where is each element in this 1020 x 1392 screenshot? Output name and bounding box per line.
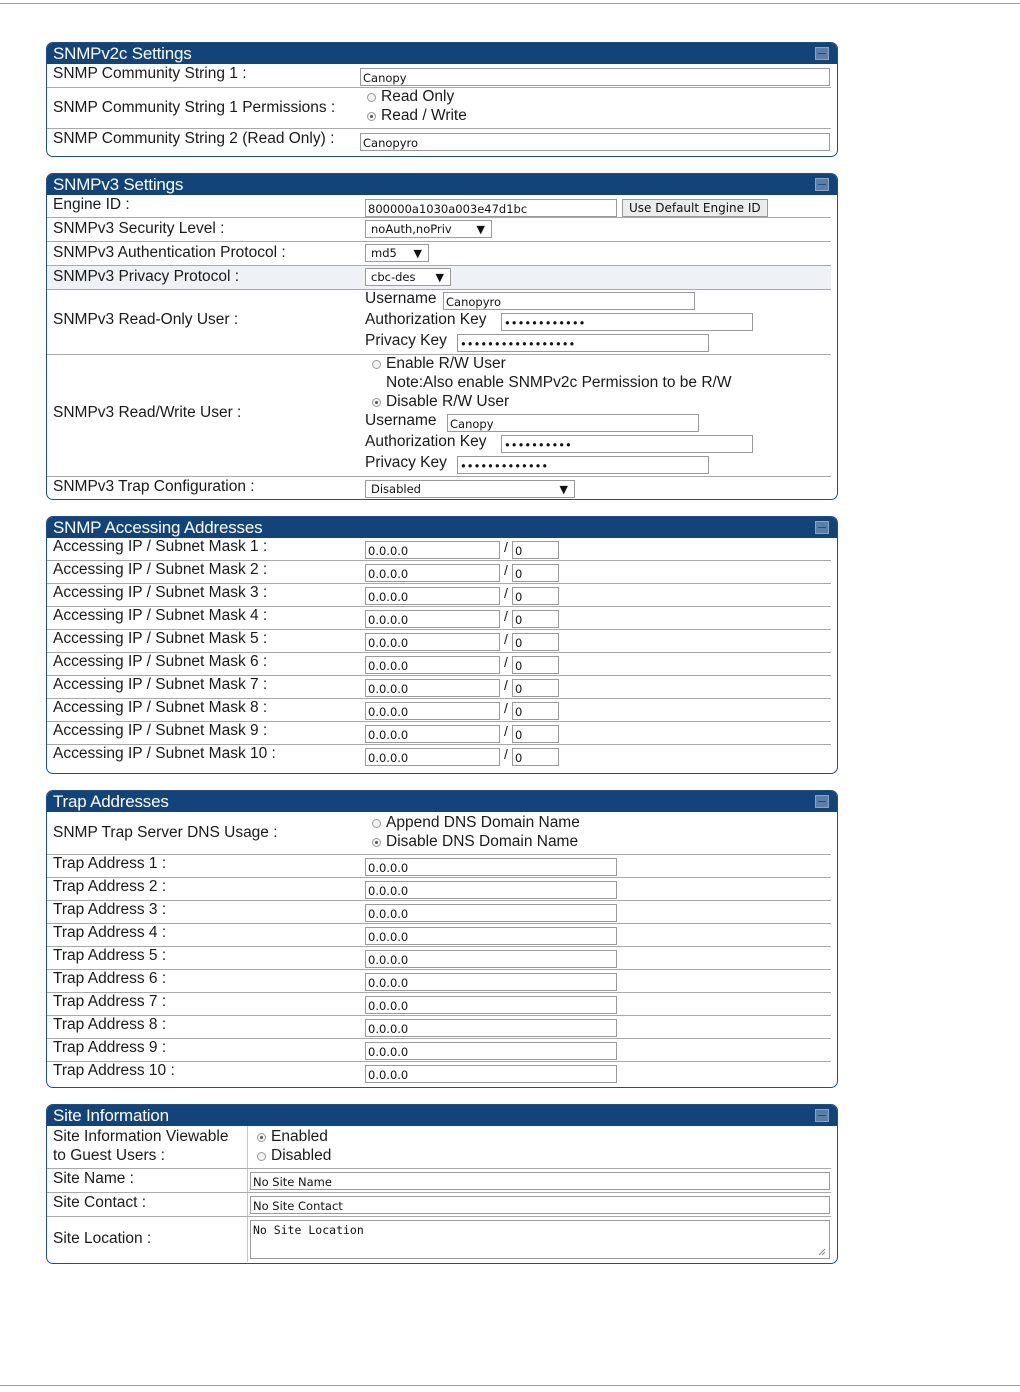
viewable-enabled-label: Enabled <box>271 1128 328 1145</box>
trap-address-label: Trap Address 8 : <box>53 1016 167 1033</box>
engine-id-input[interactable]: 800000a1030a003e47d1bc <box>365 199 617 217</box>
panel-title: Trap Addresses <box>53 792 169 811</box>
trap-address-input[interactable]: 0.0.0.0 <box>365 881 617 899</box>
accessing-row <box>47 676 831 699</box>
accessing-label: Accessing IP / Subnet Mask 9 : <box>53 722 268 739</box>
trap-config-select[interactable] <box>365 480 575 498</box>
dropdown-arrow-icon: ▼ <box>476 223 485 236</box>
disable-dns-label: Disable DNS Domain Name <box>386 833 579 850</box>
rw-auth-key-input[interactable]: •••••••••• <box>501 435 753 453</box>
trap-panel-header <box>47 791 837 812</box>
community2-label: SNMP Community String 2 (Read Only) : <box>53 130 335 147</box>
viewable-enabled-radio[interactable] <box>257 1133 266 1142</box>
privacy-protocol-select[interactable] <box>365 268 451 286</box>
site-location-textarea[interactable] <box>250 1220 830 1259</box>
panel-title: SNMPv2c Settings <box>53 44 192 63</box>
slash-separator: / <box>504 585 508 601</box>
accessing-label: Accessing IP / Subnet Mask 6 : <box>53 653 268 670</box>
accessing-row <box>47 699 831 722</box>
trap-address-input[interactable]: 0.0.0.0 <box>365 927 617 945</box>
auth-protocol-row <box>47 242 831 266</box>
trap-address-input[interactable]: 0.0.0.0 <box>365 858 617 876</box>
enable-rw-label: Enable R/W User <box>386 355 506 372</box>
rw-user-label: SNMPv3 Read/Write User : <box>53 404 242 421</box>
privacy-protocol-row <box>47 266 831 290</box>
viewable-label-line2: to Guest Users : <box>53 1147 165 1164</box>
community1-input[interactable]: Canopy <box>360 68 830 86</box>
dns-usage-label: SNMP Trap Server DNS Usage : <box>53 824 278 841</box>
trap-address-label: Trap Address 1 : <box>53 855 167 872</box>
collapse-icon[interactable] <box>815 1109 829 1122</box>
viewable-row <box>47 1126 831 1169</box>
ro-username-input[interactable]: Canopyro <box>443 292 695 310</box>
trap-address-input[interactable]: 0.0.0.0 <box>365 950 617 968</box>
accessing-label: Accessing IP / Subnet Mask 1 : <box>53 538 268 555</box>
ro-user-label: SNMPv3 Read-Only User : <box>53 311 239 328</box>
trap-address-row <box>47 1016 831 1039</box>
accessing-label: Accessing IP / Subnet Mask 3 : <box>53 584 268 601</box>
site-name-row <box>47 1169 831 1193</box>
security-level-label: SNMPv3 Security Level : <box>53 220 225 237</box>
ro-privacy-key-label: Privacy Key <box>365 332 447 349</box>
accessing-ip-input[interactable]: 0.0.0.0 <box>365 587 500 605</box>
trap-address-label: Trap Address 7 : <box>53 993 167 1010</box>
disable-rw-label: Disable R/W User <box>386 393 510 410</box>
security-level-row <box>47 218 831 242</box>
accessing-ip-input[interactable]: 0.0.0.0 <box>365 564 500 582</box>
accessing-mask-input[interactable]: 0 <box>512 725 559 743</box>
ro-username-label: Username <box>365 290 437 307</box>
accessing-label: Accessing IP / Subnet Mask 8 : <box>53 699 268 716</box>
trap-address-label: Trap Address 3 : <box>53 901 167 918</box>
append-dns-label: Append DNS Domain Name <box>386 814 580 831</box>
security-level-value: noAuth,noPriv <box>371 222 452 236</box>
trap-address-row <box>47 1062 831 1084</box>
accessing-ip-input[interactable]: 0.0.0.0 <box>365 702 500 720</box>
accessing-panel-header <box>47 517 837 538</box>
site-panel <box>46 1104 838 1264</box>
trap-address-input[interactable]: 0.0.0.0 <box>365 1065 617 1083</box>
column-divider <box>247 1193 248 1216</box>
trap-address-row <box>47 947 831 970</box>
accessing-mask-input[interactable]: 0 <box>512 564 559 582</box>
engine-id-row <box>47 195 831 218</box>
trap-address-label: Trap Address 10 : <box>53 1062 175 1079</box>
site-name-input[interactable]: No Site Name <box>250 1172 830 1190</box>
auth-protocol-select[interactable] <box>365 244 429 262</box>
accessing-ip-input[interactable]: 0.0.0.0 <box>365 725 500 743</box>
slash-separator: / <box>504 723 508 739</box>
auth-protocol-label: SNMPv3 Authentication Protocol : <box>53 244 286 261</box>
accessing-row <box>47 722 831 745</box>
rw-user-row <box>47 355 831 477</box>
accessing-mask-input[interactable]: 0 <box>512 702 559 720</box>
community1-label: SNMP Community String 1 : <box>53 65 247 82</box>
rw-username-input[interactable]: Canopy <box>447 414 699 432</box>
use-default-engine-id-button[interactable]: Use Default Engine ID <box>622 199 768 217</box>
snmpv2c-panel-header <box>47 43 837 64</box>
accessing-label: Accessing IP / Subnet Mask 2 : <box>53 561 268 578</box>
top-divider <box>0 3 1020 4</box>
site-name-label: Site Name : <box>53 1170 134 1187</box>
trap-address-row <box>47 855 831 878</box>
dropdown-arrow-icon: ▼ <box>413 247 422 260</box>
accessing-ip-input[interactable]: 0.0.0.0 <box>365 610 500 628</box>
trap-config-label: SNMPv3 Trap Configuration : <box>53 478 255 495</box>
panel-title: SNMP Accessing Addresses <box>53 518 263 537</box>
site-location-row <box>47 1217 831 1262</box>
trap-address-row <box>47 970 831 993</box>
slash-separator: / <box>504 631 508 647</box>
accessing-label: Accessing IP / Subnet Mask 10 : <box>53 745 276 762</box>
viewable-label-line1: Site Information Viewable <box>53 1128 229 1145</box>
enable-rw-radio[interactable] <box>372 360 381 369</box>
accessing-row <box>47 745 831 767</box>
accessing-mask-input[interactable]: 0 <box>512 587 559 605</box>
accessing-mask-input[interactable]: 0 <box>512 748 559 766</box>
column-divider <box>247 1217 248 1262</box>
rw-auth-key-label: Authorization Key <box>365 433 487 450</box>
read-only-radio[interactable] <box>367 93 376 102</box>
accessing-ip-input[interactable]: 0.0.0.0 <box>365 541 500 559</box>
collapse-icon[interactable] <box>815 521 829 534</box>
dropdown-arrow-icon: ▼ <box>559 483 568 496</box>
trap-address-input[interactable]: 0.0.0.0 <box>365 973 617 991</box>
engine-id-label: Engine ID : <box>53 196 130 213</box>
privacy-protocol-value: cbc-des <box>371 270 416 284</box>
bottom-divider <box>0 1385 1020 1386</box>
snmpv3-panel <box>46 173 838 500</box>
trap-address-label: Trap Address 5 : <box>53 947 167 964</box>
accessing-ip-input[interactable]: 0.0.0.0 <box>365 633 500 651</box>
viewable-disabled-radio[interactable] <box>257 1152 266 1161</box>
site-location-text: No Site Location <box>253 1223 364 1237</box>
trap-address-row <box>47 924 831 947</box>
snmpv2c-panel <box>46 42 838 157</box>
security-level-select[interactable] <box>365 220 492 238</box>
trap-address-input[interactable]: 0.0.0.0 <box>365 1042 617 1060</box>
slash-separator: / <box>504 539 508 555</box>
rw-username-label: Username <box>365 412 437 429</box>
read-only-label: Read Only <box>381 88 455 105</box>
trap-address-row <box>47 993 831 1016</box>
snmpv3-panel-header <box>47 174 837 195</box>
trap-address-label: Trap Address 6 : <box>53 970 167 987</box>
collapse-icon[interactable] <box>815 47 829 60</box>
column-divider <box>247 1126 248 1168</box>
slash-separator: / <box>504 562 508 578</box>
dns-usage-row <box>47 812 831 855</box>
slash-separator: / <box>504 654 508 670</box>
trap-config-row <box>47 477 831 500</box>
accessing-mask-input[interactable]: 0 <box>512 656 559 674</box>
viewable-disabled-label: Disabled <box>271 1147 332 1164</box>
accessing-row <box>47 584 831 607</box>
read-write-radio[interactable] <box>367 112 376 121</box>
append-dns-radio[interactable] <box>372 819 381 828</box>
trap-panel <box>46 790 838 1088</box>
accessing-row <box>47 538 831 561</box>
ro-privacy-key-input[interactable]: ••••••••••••••••• <box>457 334 709 352</box>
ro-user-row <box>47 290 831 355</box>
rw-note: Note:Also enable SNMPv2c Permission to be R/W <box>386 374 732 391</box>
slash-separator: / <box>504 746 508 762</box>
accessing-ip-input[interactable]: 0.0.0.0 <box>365 679 500 697</box>
read-write-label: Read / Write <box>381 107 467 124</box>
dropdown-arrow-icon: ▼ <box>435 271 444 284</box>
site-contact-row <box>47 1193 831 1217</box>
ro-auth-key-input[interactable]: •••••••••••• <box>501 313 753 331</box>
panel-title: SNMPv3 Settings <box>53 175 184 194</box>
trap-address-row <box>47 901 831 924</box>
accessing-mask-input[interactable]: 0 <box>512 633 559 651</box>
trap-address-input[interactable]: 0.0.0.0 <box>365 996 617 1014</box>
accessing-row <box>47 653 831 676</box>
accessing-mask-input[interactable]: 0 <box>512 679 559 697</box>
auth-protocol-value: md5 <box>371 246 397 260</box>
trap-address-label: Trap Address 2 : <box>53 878 167 895</box>
community2-input[interactable]: Canopyro <box>360 133 830 151</box>
trap-address-input[interactable]: 0.0.0.0 <box>365 904 617 922</box>
trap-address-input[interactable]: 0.0.0.0 <box>365 1019 617 1037</box>
slash-separator: / <box>504 700 508 716</box>
collapse-icon[interactable] <box>815 178 829 191</box>
accessing-label: Accessing IP / Subnet Mask 4 : <box>53 607 268 624</box>
panel-title: Site Information <box>53 1106 169 1125</box>
trap-config-value: Disabled <box>371 482 421 496</box>
accessing-mask-input[interactable]: 0 <box>512 541 559 559</box>
accessing-label: Accessing IP / Subnet Mask 7 : <box>53 676 268 693</box>
resize-handle-icon[interactable] <box>818 1248 826 1256</box>
trap-address-label: Trap Address 9 : <box>53 1039 167 1056</box>
accessing-mask-input[interactable]: 0 <box>512 610 559 628</box>
slash-separator: / <box>504 608 508 624</box>
collapse-icon[interactable] <box>815 795 829 808</box>
accessing-ip-input[interactable]: 0.0.0.0 <box>365 748 500 766</box>
ro-auth-key-label: Authorization Key <box>365 311 487 328</box>
site-contact-input[interactable]: No Site Contact <box>250 1196 830 1214</box>
accessing-panel <box>46 516 838 774</box>
accessing-row <box>47 561 831 584</box>
accessing-row <box>47 630 831 653</box>
slash-separator: / <box>504 677 508 693</box>
community1-row <box>47 64 831 88</box>
site-location-label: Site Location : <box>53 1230 152 1247</box>
accessing-row <box>47 607 831 630</box>
accessing-label: Accessing IP / Subnet Mask 5 : <box>53 630 268 647</box>
accessing-ip-input[interactable]: 0.0.0.0 <box>365 656 500 674</box>
column-divider <box>247 1169 248 1192</box>
disable-rw-radio[interactable] <box>372 398 381 407</box>
community2-row <box>47 129 831 155</box>
site-panel-header <box>47 1105 837 1126</box>
rw-privacy-key-input[interactable]: ••••••••••••• <box>457 456 709 474</box>
trap-address-row <box>47 878 831 901</box>
permissions-label: SNMP Community String 1 Permissions : <box>53 99 336 116</box>
rw-privacy-key-label: Privacy Key <box>365 454 447 471</box>
permissions-row <box>47 88 831 129</box>
privacy-protocol-label: SNMPv3 Privacy Protocol : <box>53 268 240 285</box>
trap-address-row <box>47 1039 831 1062</box>
disable-dns-radio[interactable] <box>372 838 381 847</box>
trap-address-label: Trap Address 4 : <box>53 924 167 941</box>
site-contact-label: Site Contact : <box>53 1194 147 1211</box>
